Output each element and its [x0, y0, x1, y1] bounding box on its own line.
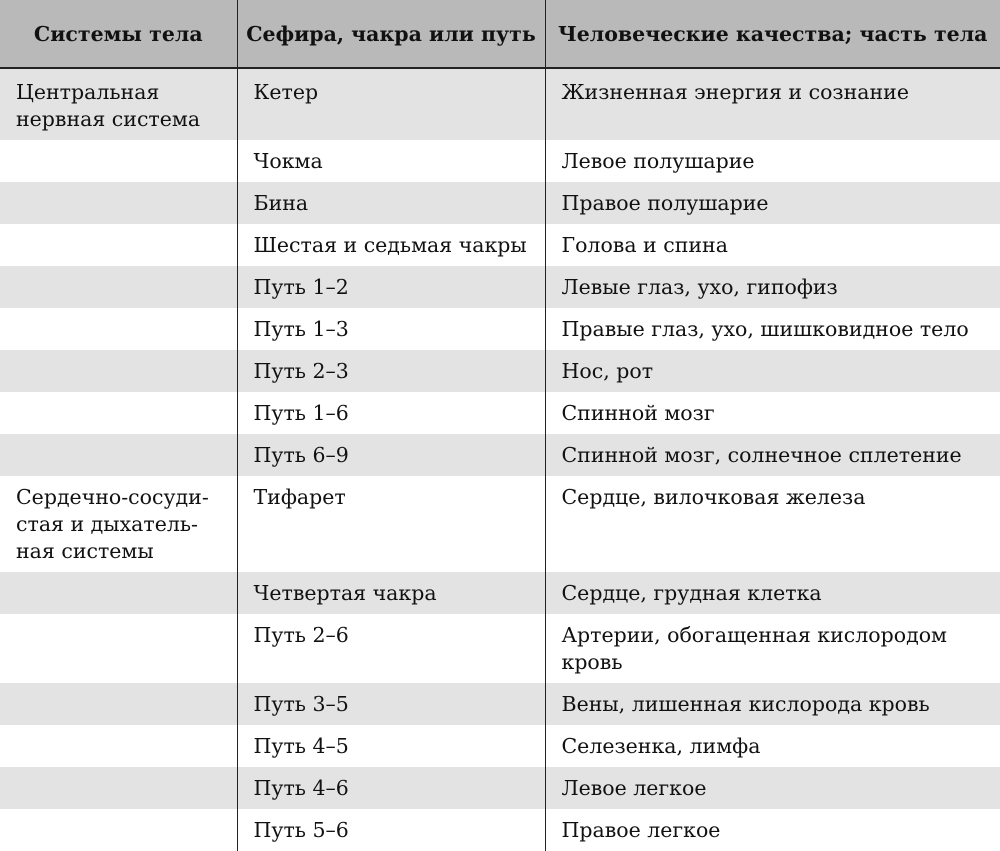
cell-path: Чокма	[237, 140, 545, 182]
cell-system	[0, 224, 237, 266]
cell-path: Путь 4–5	[237, 725, 545, 767]
table-row	[0, 434, 1000, 476]
table-row	[0, 392, 1000, 434]
cell-path: Путь 3–5	[237, 683, 545, 725]
table-row	[0, 683, 1000, 725]
cell-quality: Сердце, вилочковая железа	[545, 476, 1000, 572]
table-row	[0, 476, 1000, 572]
table-row	[0, 767, 1000, 809]
table-row	[0, 224, 1000, 266]
cell-quality: Нос, рот	[545, 350, 1000, 392]
cell-system	[0, 182, 237, 224]
header-qualities-body-part: Человеческие качества; часть тела	[545, 0, 1000, 68]
cell-quality: Левое легкое	[545, 767, 1000, 809]
table-row	[0, 572, 1000, 614]
cell-quality: Правые глаз, ухо, шишковидное тело	[545, 308, 1000, 350]
table-row	[0, 350, 1000, 392]
cell-path: Путь 4–6	[237, 767, 545, 809]
header-body-systems: Системы тела	[0, 0, 237, 68]
cell-path: Бина	[237, 182, 545, 224]
cell-system	[0, 725, 237, 767]
cell-quality: Вены, лишенная кислорода кровь	[545, 683, 1000, 725]
cell-path: Кетер	[237, 68, 545, 140]
table-row	[0, 308, 1000, 350]
cell-path: Путь 6–9	[237, 434, 545, 476]
cell-path: Путь 1–3	[237, 308, 545, 350]
cell-system: Сердечно-сосуди-стая и дыхатель-ная системы	[0, 476, 237, 572]
table-row	[0, 68, 1000, 140]
cell-path: Путь 2–6	[237, 614, 545, 683]
cell-system	[0, 434, 237, 476]
cell-system	[0, 392, 237, 434]
cell-quality: Спинной мозг	[545, 392, 1000, 434]
cell-quality: Голова и спина	[545, 224, 1000, 266]
cell-system: Центральная нервная система	[0, 68, 237, 140]
cell-quality: Правое полушарие	[545, 182, 1000, 224]
cell-quality: Артерии, обогащенная кислородом кровь	[545, 614, 1000, 683]
cell-path: Путь 5–6	[237, 809, 545, 851]
cell-system	[0, 308, 237, 350]
table-row	[0, 614, 1000, 683]
header-sephira-chakra-path: Сефира, чакра или путь	[237, 0, 545, 68]
cell-quality: Жизненная энергия и сознание	[545, 68, 1000, 140]
cell-quality: Левые глаз, ухо, гипофиз	[545, 266, 1000, 308]
table-row	[0, 725, 1000, 767]
cell-path: Путь 1–2	[237, 266, 545, 308]
cell-system	[0, 572, 237, 614]
cell-path: Тифарет	[237, 476, 545, 572]
cell-system	[0, 350, 237, 392]
cell-path: Четвертая чакра	[237, 572, 545, 614]
cell-quality: Сердце, грудная клетка	[545, 572, 1000, 614]
cell-system	[0, 683, 237, 725]
cell-quality: Правое легкое	[545, 809, 1000, 851]
cell-system	[0, 266, 237, 308]
table-row	[0, 140, 1000, 182]
header-row	[0, 0, 1000, 68]
cell-path: Шестая и седьмая чакры	[237, 224, 545, 266]
cell-system	[0, 140, 237, 182]
cell-system	[0, 614, 237, 683]
table-row	[0, 266, 1000, 308]
cell-path: Путь 1–6	[237, 392, 545, 434]
cell-system	[0, 767, 237, 809]
cell-quality: Спинной мозг, солнечное сплетение	[545, 434, 1000, 476]
table-row	[0, 182, 1000, 224]
cell-quality: Левое полушарие	[545, 140, 1000, 182]
cell-path: Путь 2–3	[237, 350, 545, 392]
cell-quality: Селезенка, лимфа	[545, 725, 1000, 767]
